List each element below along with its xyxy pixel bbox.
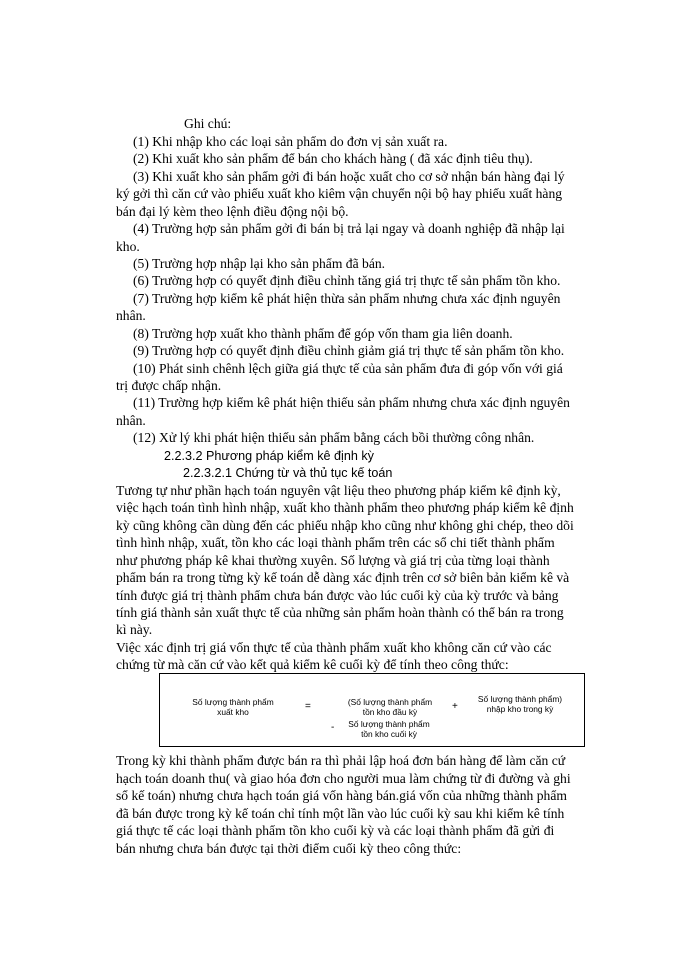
notes-heading: Ghi chú:: [184, 116, 232, 131]
paragraph-line: giá thực tế các loại thành phẩm tồn kho cuối kỳ và các loại thành phẩm đã gửi đi: [116, 823, 555, 838]
formula-equals: =: [305, 701, 311, 712]
formula-term3-line1: Số lượng thành phẩm: [348, 719, 430, 729]
formula-plus: +: [452, 701, 458, 712]
paragraph-line: bán nhưng chưa bán được tại thời điểm cuối kỳ theo công thức:: [116, 841, 462, 856]
formula-left-line2: xuất kho: [217, 707, 249, 717]
paragraph-line: phẩm bán ra trong từng kỳ kế toán dễ dàng xác định trên cơ sở biên bản kiểm kê và: [116, 570, 570, 585]
paragraph-line: Tương tự như phần hạch toán nguyên vật liệu theo phương pháp kiểm kê định kỳ,: [116, 483, 561, 498]
note-line: (9) Trường hợp có quyết định điều chỉnh giảm giá trị thực tế sản phẩm tồn kho.: [133, 343, 565, 358]
note-line: (4) Trường hợp sản phẩm gởi đi bán bị trả lại ngay và doanh nghiệp đã nhập lại: [133, 221, 565, 236]
section-heading: 2.2.3.2 Phương pháp kiểm kê định kỳ: [164, 449, 374, 463]
note-line: (1) Khi nhập kho các loại sản phẩm do đơn vị sản xuất ra.: [133, 134, 448, 149]
note-line: (8) Trường hợp xuất kho thành phẩm để góp vốn tham gia liên doanh.: [133, 326, 513, 341]
paragraph-line: việc hạch toán tình hình nhập, xuất kho thành phẩm theo phương pháp kiểm kê định: [116, 500, 574, 515]
formula-box: [159, 673, 585, 747]
paragraph-line: Việc xác định trị giá vốn thực tế của thành phẩm xuất kho không căn cứ vào các: [116, 640, 552, 655]
note-line: (2) Khi xuất kho sản phẩm để bán cho khách hàng ( đã xác định tiêu thụ).: [133, 151, 533, 166]
note-line: (11) Trường hợp kiểm kê phát hiện thiếu sản phẩm nhưng chưa xác định nguyên: [133, 395, 570, 410]
note-line: kho.: [116, 239, 140, 254]
formula-term3-line2: tồn kho cuối kỳ: [361, 729, 417, 739]
paragraph-line: tình hình nhập, xuất, tồn kho các loại thành phẩm trên các sổ chi tiết thành phẩm: [116, 535, 555, 550]
formula-term1-line1: (Số lượng thành phẩm: [347, 697, 433, 707]
paragraph-line: Trong kỳ khi thành phẩm được bán ra thì phải lập hoá đơn bán hàng để làm căn cứ: [116, 753, 566, 768]
paragraph-line: chứng từ mà căn cứ vào kết quả kiểm kê cuối kỳ để tính theo công thức:: [116, 657, 509, 672]
note-line: nhân.: [116, 308, 146, 323]
paragraph-line: như phương pháp kê khai thường xuyên. Số lượng và giá trị của từng loại thành: [116, 553, 550, 568]
paragraph-line: sổ kế toán) nhưng chưa hạch toán giá vốn hàng bán.giá vốn của những thành phẩm: [116, 788, 567, 803]
paragraph-line: kì này.: [116, 622, 153, 637]
paragraph-line: kỳ cũng không cần dùng đến các phiếu nhập kho cũng như không ghi chép, theo dõi: [116, 518, 574, 533]
paragraph-line: đã bán được trong kỳ kế toán chỉ tính một lần vào lúc cuối kỳ sau khi kiểm kê tính: [116, 806, 565, 821]
paragraph-line: hạch toán doanh thu( và giao hóa đơn cho người mua làm chứng từ đi đường và ghi: [116, 771, 571, 786]
note-line: ký gởi thì căn cứ vào phiếu xuất kho kiêm vận chuyển nội bộ hay phiếu xuất hàng: [116, 186, 563, 201]
note-line: nhân.: [116, 413, 146, 428]
formula-term2-line1: Số lượng thành phẩm): [477, 694, 563, 704]
section-subheading: 2.2.3.2.1 Chứng từ và thủ tục kế toán: [183, 466, 393, 480]
formula-term1-line2: tồn kho đầu kỳ: [362, 707, 418, 717]
note-line: (6) Trường hợp có quyết định điều chỉnh tăng giá trị thực tế sản phẩm tồn kho.: [133, 273, 561, 288]
note-line: trị được chấp nhận.: [116, 378, 222, 393]
note-line: (10) Phát sinh chênh lệch giữa giá thực tế của sản phẩm đưa đi góp vốn với giá: [133, 361, 563, 376]
note-line: (12) Xử lý khi phát hiện thiếu sản phẩm bằng cách bồi thường công nhân.: [133, 430, 535, 445]
note-line: (7) Trường hợp kiểm kê phát hiện thừa sản phẩm nhưng chưa xác định nguyên: [133, 291, 561, 306]
paragraph-line: tính được giá trị thành phẩm chưa bán được vào lúc cuối kỳ của kỳ trước và bảng: [116, 588, 559, 603]
formula-left-line1: Số lượng thành phẩm: [192, 697, 274, 707]
note-line: bán đại lý kèm theo lệnh điều động nội bộ.: [116, 204, 349, 219]
formula-minus: -: [331, 722, 335, 733]
paragraph-line: tính giá thành sản xuất thực tế của những sản phẩm hoàn thành có thể bán ra trong: [116, 605, 564, 620]
note-line: (5) Trường hợp nhập lại kho sản phẩm đã bán.: [133, 256, 386, 271]
formula-term2-line2: nhập kho trong kỳ: [486, 704, 554, 714]
note-line: (3) Khi xuất kho sản phẩm gởi đi bán hoặc xuất cho cơ sở nhận bán hàng đại lý: [133, 169, 565, 184]
